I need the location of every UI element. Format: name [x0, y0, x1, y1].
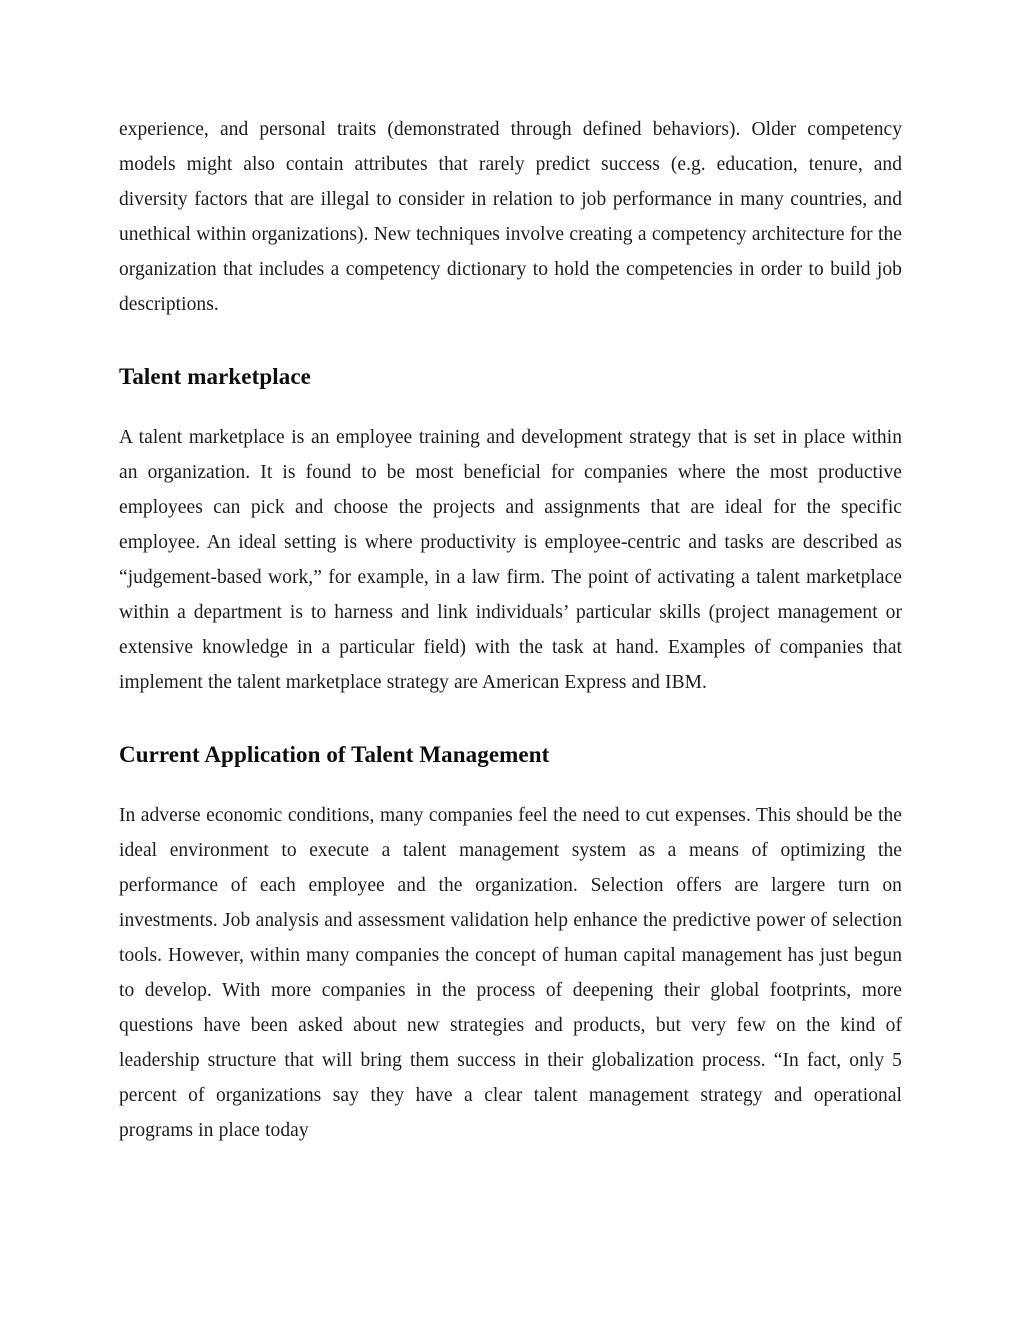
document-text-column: [119, 112, 902, 1148]
heading-current-application: Current Application of Talent Management: [119, 742, 550, 767]
paragraph-current-application: In adverse economic conditions, many companies feel the need to cut expenses. This should be the ideal environment to execute a talent management system as a means of optimizing the performance of each employee and the organization. Selection offers are largere turn on investments. Job analysis and assessment validation help enhance the predictive power of selection tools. However, within many companies the concept of human capital management has just begun to develop. With more companies in the process of deepening their global footprints, more questions have been asked about new strategies and products, but very few on the kind of leadership structure that will bring them success in their globalization process. “In fact, only 5 percent of organizations say they have a clear talent management strategy and operational programs in place today: [119, 805, 902, 1141]
paragraph-talent-marketplace: A talent marketplace is an employee training and development strategy that is set in place within an organization. It is found to be most beneficial for companies where the most productive employees can pick and choose the projects and assignments that are ideal for the specific employee. An ideal setting is where productivity is employee-centric and tasks are described as “judgement-based work,” for example, in a law firm. The point of activating a talent marketplace within a department is to harness and link individuals’ particular skills (project management or extensive knowledge in a particular field) with the task at hand. Examples of companies that implement the talent marketplace strategy are American Express and IBM.: [119, 427, 902, 693]
spacer-before-heading-talent-marketplace: [119, 322, 902, 359]
spacer-after-heading-current-application: [119, 772, 902, 798]
spacer-after-heading-talent-marketplace: [119, 394, 902, 420]
heading-talent-marketplace: Talent marketplace: [119, 364, 311, 389]
spacer-before-heading-current-application: [119, 700, 902, 737]
paragraph-competency-models: experience, and personal traits (demonstrated through defined behaviors). Older competency models might also contain attributes that rarely predict success (e.g. education, tenure, and diversity factors that are illegal to consider in relation to job performance in many countries, and unethical within organizations). New techniques involve creating a competency architecture for the organization that includes a competency dictionary to hold the competencies in order to build job descriptions.: [119, 119, 902, 315]
